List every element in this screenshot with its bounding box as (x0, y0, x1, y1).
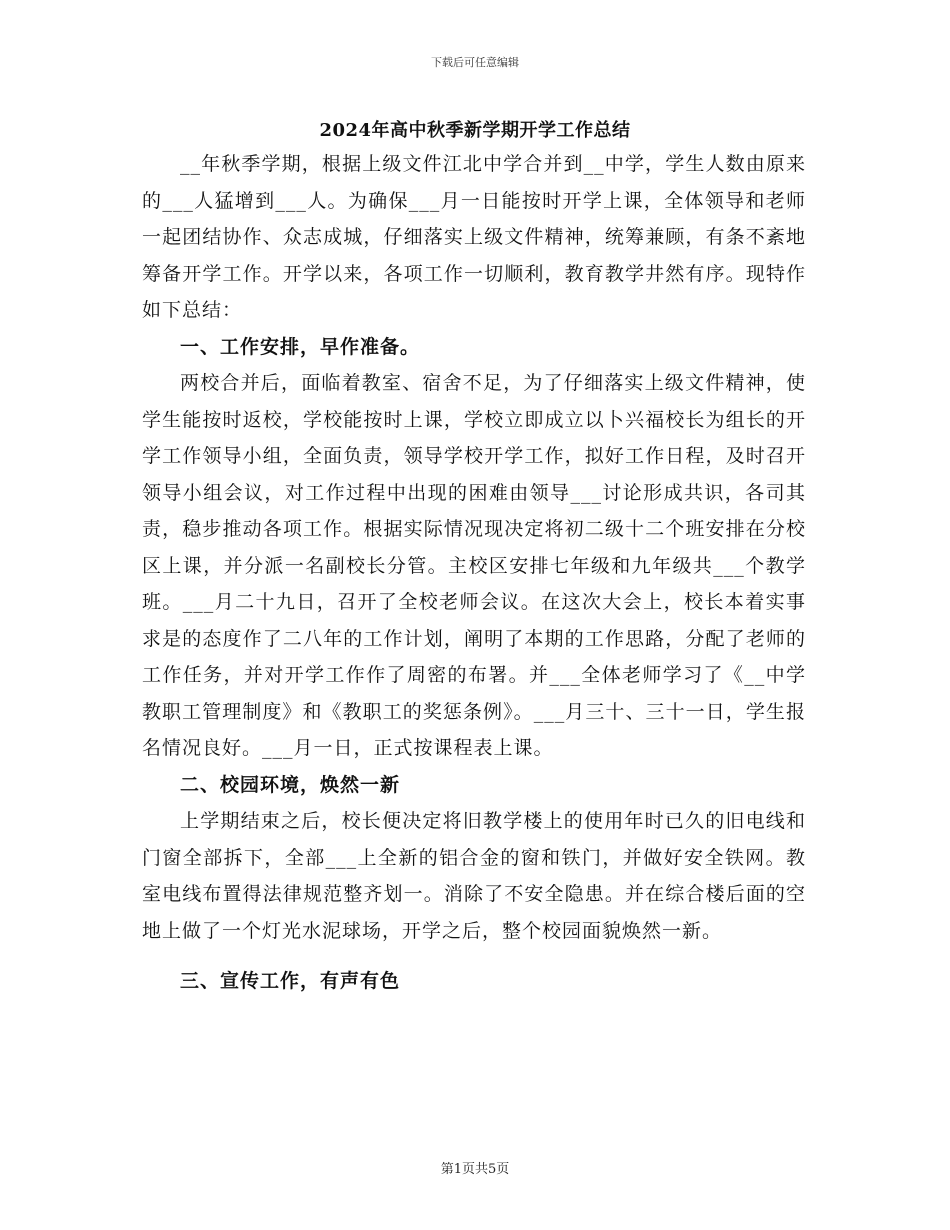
page-number: 第1页共5页 (440, 1162, 510, 1177)
section-heading-3: 三、宣传工作，有声有色 (180, 970, 401, 992)
section-paragraph-1: 两校合并后，面临着教室、宿舍不足，为了仔细落实上级文件精神，使学生能按时返校，学校能按时上课，学校立即成立以卜兴福校长为组长的开学工作领导小组，全面负责，领导学校开学工作，拟好工作日程，及时召开领导小组会议，对工作过程中出现的困难由领导___讨论形成共识，各司其责，稳步推动各项工作。根据实际情况现决定将初二级十二个班安排在分校区上课，并分派一名副校长分管。主校区安排七年级和九年级共___个教学班。___月二十九日，召开了全校老师会议。在这次大会上，校长本着实事求是的态度作了二八年的工作计划，阐明了本期的工作思路，分配了老师的工作任务，并对开学工作作了周密的布署。并___全体老师学习了《__中学教职工管理制度》和《教职工的奖惩条例》。___月三十、三十一日，学生报名情况良好。___月一日，正式按课程表上课。 (142, 372, 806, 759)
page-header-note: 下载后可任意编辑 (431, 56, 519, 69)
section-heading-1: 一、工作安排，早作准备。 (180, 335, 421, 358)
section-paragraph-2: 上学期结束之后，校长便决定将旧教学楼上的使用年时已久的旧电线和门窗全部拆下，全部___上全新的铝合金的窗和铁门，并做好安全铁网。教室电线布置得法律规范整齐划一。消除了不安全隐患。并在综合楼后面的空地上做了一个灯光水泥球场，开学之后，整个校园面貌焕然一新。 (142, 810, 806, 942)
section-heading-2: 二、校园环境，焕然一新 (180, 773, 401, 796)
document-body (142, 146, 806, 1000)
document-title: 2024年高中秋季新学期开学工作总结 (319, 120, 631, 141)
intro-paragraph: __年秋季学期，根据上级文件江北中学合并到__中学，学生人数由原来的___人猛增到___人。为确保___月一日能按时开学上课，全体领导和老师一起团结协作、众志成城，仔细落实上级文件精神，统筹兼顾，有条不紊地筹备开学工作。开学以来，各项工作一切顺利，教育教学井然有序。现特作如下总结： (142, 153, 806, 321)
